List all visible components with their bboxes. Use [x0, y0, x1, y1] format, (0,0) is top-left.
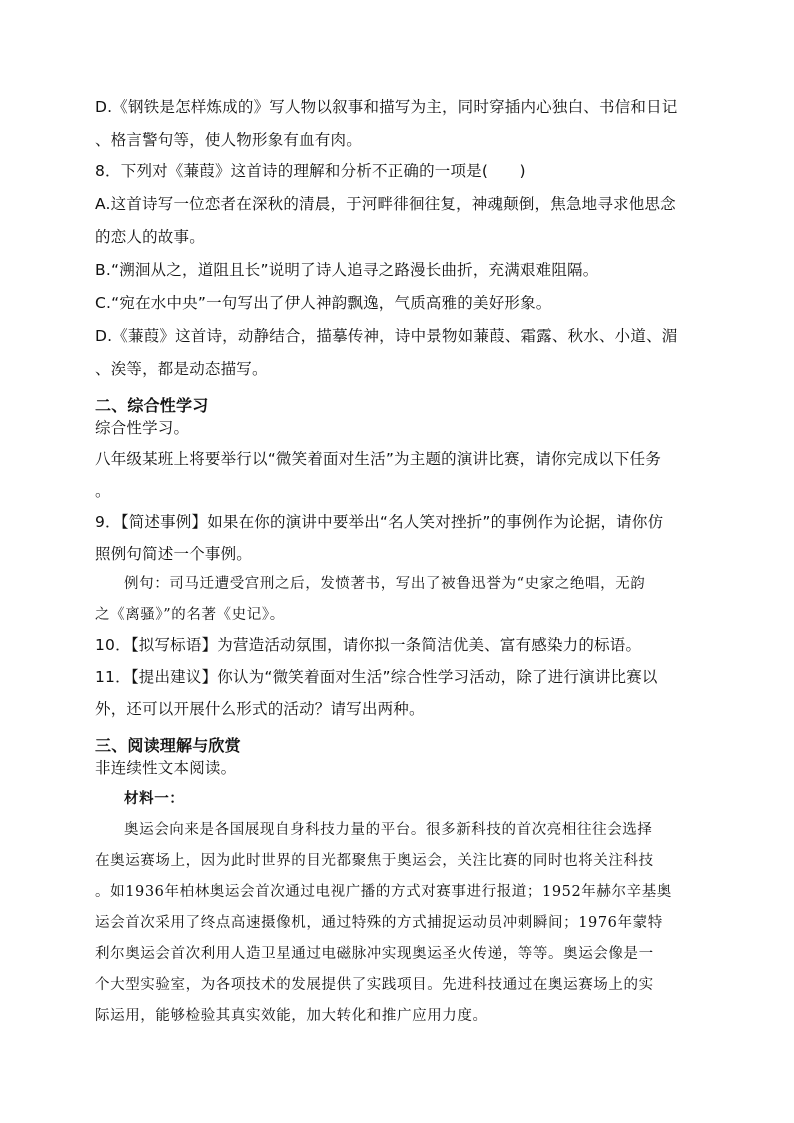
q9-example-line1: 例句：司马迁遭受宫刑之后，发愤著书，写出了被鲁迅誉为“史家之绝唱，无韵: [124, 576, 646, 592]
section3-subheading: 非连续性文本阅读。: [95, 759, 237, 777]
q7-option-d-line1: D.《钢铁是怎样炼成的》写人物以叙事和描写为主，同时穿插内心独白、书信和日记: [95, 98, 678, 116]
material-para-line1: 奥运会向来是各国展现自身科技力量的平台。很多新科技的首次亮相往往会选择: [124, 822, 653, 838]
material-para-line6: 个大型实验室，为各项技术的发展提供了实践项目。先进科技通过在奥运赛场上的实: [95, 977, 654, 993]
q7-option-d-line2: 、格言警句等，使人物形象有血有肉。: [95, 131, 362, 149]
section2-subheading: 综合性学习。: [95, 419, 190, 437]
section2-intro-line1: 八年级某班上将要举行以“微笑着面对生活”为主题的演讲比赛，请你完成以下任务: [95, 450, 661, 468]
q9-line1: 9．【简述事例】如果在你的演讲中要举出“名人笑对挫折”的事例作为论据，请你仿: [95, 513, 664, 531]
material-para-line4: 运会首次采用了终点高速摄像机，通过特殊的方式捕捉运动员冲刺瞬间；1976年蒙特: [95, 915, 663, 931]
material-para-line3: 。如1936年柏林奥运会首次通过电视广播的方式对赛事进行报道；1952年赫尔辛基奥: [95, 884, 672, 900]
q8-option-a-line2: 的恋人的故事。: [95, 228, 205, 246]
q8-option-b: B.“溯洄从之，道阻且长”说明了诗人追寻之路漫长曲折，充满艰难阻隔。: [95, 261, 599, 279]
q9-line2: 照例句简述一个事例。: [95, 545, 253, 563]
material-para-line5: 利尔奥运会首次利用人造卫星通过电磁脉冲实现奥运圣火传递，等等。奥运会像是一: [95, 946, 654, 962]
section2-intro-line2: 。: [95, 482, 111, 500]
q9-example-line2: 之《离骚》”的名著《史记》。: [95, 607, 285, 623]
q8-option-d-line2: 、涘等，都是动态描写。: [95, 360, 268, 378]
q8-option-c: C.“宛在水中央”一句写出了伊人神韵飘逸，气质高雅的美好形象。: [95, 294, 552, 312]
q8-option-a-line1: A.这首诗写一位恋者在深秋的清晨，于河畔徘徊往复，神魂颠倒，焦急地寻求他思念: [95, 195, 676, 213]
section3-heading: 三、阅读理解与欣赏: [95, 736, 241, 755]
q10: 10．【拟写标语】为营造活动氛围，请你拟一条简洁优美、富有感染力的标语。: [95, 636, 642, 654]
material-para-line2: 在奥运赛场上，因为此时世界的目光都聚焦于奥运会，关注比赛的同时也将关注科技: [95, 853, 654, 869]
q8-option-d-line1: D.《蒹葭》这首诗，动静结合，描摹传神，诗中景物如蒹葭、霜露、秋水、小道、湄: [95, 327, 678, 345]
material-title: 材料一：: [124, 790, 185, 807]
q11-line2: 外，还可以开展什么形式的活动？请写出两种。: [95, 700, 425, 718]
q11-line1: 11．【提出建议】你认为“微笑着面对生活”综合性学习活动，除了进行演讲比赛以: [95, 668, 658, 686]
material-para-line7: 际运用，能够检验其真实效能，加大转化和推广应用力度。: [95, 1008, 488, 1024]
q8-stem: 8．下列对《蒹葭》这首诗的理解和分析不正确的一项是( ): [95, 162, 526, 180]
section2-heading: 二、综合性学习: [95, 396, 209, 415]
